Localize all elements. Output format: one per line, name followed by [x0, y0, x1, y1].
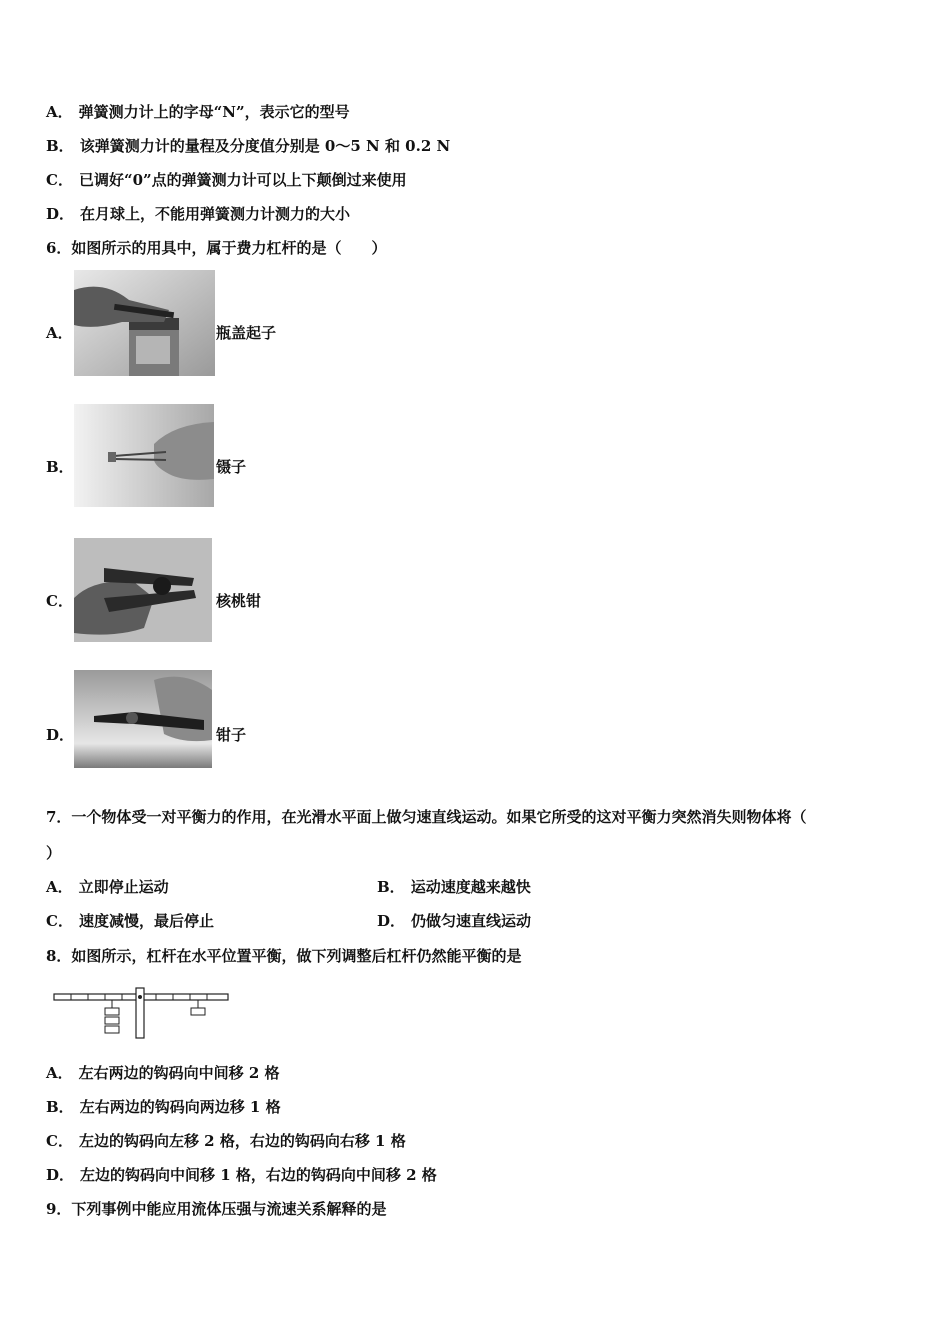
- q5-option-b: [46, 136, 450, 156]
- lever-diagram: [50, 986, 232, 1040]
- option-label: B．: [377, 878, 405, 896]
- tweezers-photo: [74, 404, 214, 507]
- option-label: A．: [46, 1064, 73, 1082]
- q5-option-d: [46, 204, 350, 224]
- q8-option-b: [46, 1097, 281, 1117]
- q6-option-d-caption: 钳子: [216, 726, 247, 744]
- option-label: B．: [46, 1098, 74, 1116]
- q5-option-c: [46, 170, 407, 190]
- option-label: D．: [46, 1166, 75, 1184]
- q8-option-c: [46, 1131, 406, 1151]
- q6-option-b-label: B．: [46, 458, 74, 476]
- q8-option-d: [46, 1165, 437, 1185]
- question-text: 9．下列事例中能应用流体压强与流速关系解释的是: [46, 1200, 387, 1218]
- q6-option-c-caption: 核桃钳: [216, 592, 262, 610]
- q5-option-a: [46, 102, 350, 122]
- bottle-opener-photo: [74, 270, 215, 376]
- nutcracker-photo: [74, 538, 212, 642]
- pliers-photo: [74, 670, 212, 768]
- option-text: 速度减慢，最后停止: [78, 912, 214, 930]
- option-text: 仍做匀速直线运动: [411, 912, 532, 930]
- q6-option-b-caption: 镊子: [216, 458, 247, 476]
- q7-stem-line2: [46, 843, 61, 863]
- option-text: 左边的钩码向中间移 1 格，右边的钩码向中间移 2 格: [80, 1166, 437, 1184]
- q8-option-a: [46, 1063, 280, 1083]
- option-label: A．: [46, 103, 73, 121]
- option-text: 已调好“0”点的弹簧测力计可以上下颠倒过来使用: [78, 171, 407, 189]
- question-text: ）: [46, 844, 62, 862]
- option-text: 该弹簧测力计的量程及分度值分别是 0～5 N 和 0.2 N: [79, 137, 451, 155]
- question-text: 6．如图所示的用具中，属于费力杠杆的是（ ）: [46, 239, 387, 257]
- q6-stem: [46, 238, 386, 258]
- option-text: 左右两边的钩码向中间移 2 格: [78, 1064, 280, 1082]
- option-text: 左右两边的钩码向两边移 1 格: [79, 1098, 281, 1116]
- option-text: 左边的钩码向左移 2 格，右边的钩码向右移 1 格: [78, 1132, 406, 1150]
- question-text: 8．如图所示，杠杆在水平位置平衡，做下列调整后杠杆仍然能平衡的是: [46, 947, 522, 965]
- option-text: 运动速度越来越快: [410, 878, 531, 896]
- q8-stem: [46, 946, 521, 966]
- option-label: D．: [46, 205, 75, 223]
- option-text: 在月球上，不能用弹簧测力计测力的大小: [80, 205, 351, 223]
- option-label: B．: [46, 137, 74, 155]
- q7-option-a: [46, 877, 169, 897]
- option-label: A．: [46, 878, 73, 896]
- option-label: C．: [46, 1132, 73, 1150]
- option-text: 立即停止运动: [78, 878, 169, 896]
- q7-option-b: [377, 877, 531, 897]
- option-text: 弹簧测力计上的字母“N”，表示它的型号: [78, 103, 350, 121]
- q6-option-a-caption: 瓶盖起子: [216, 324, 277, 342]
- q6-option-c-label: C．: [46, 592, 73, 610]
- q7-option-d: [377, 911, 531, 931]
- q7-stem-line1: [46, 807, 806, 827]
- q6-option-d-label: D．: [46, 726, 75, 744]
- option-label: C．: [46, 171, 73, 189]
- q7-option-c: [46, 911, 214, 931]
- option-label: C．: [46, 912, 73, 930]
- option-label: D．: [377, 912, 406, 930]
- q6-option-a-label: A．: [46, 324, 73, 342]
- q9-stem: [46, 1199, 386, 1219]
- question-text: 7．一个物体受一对平衡力的作用，在光滑水平面上做匀速直线运动。如果它所受的这对平衡力突然消失则物体将（: [46, 808, 807, 826]
